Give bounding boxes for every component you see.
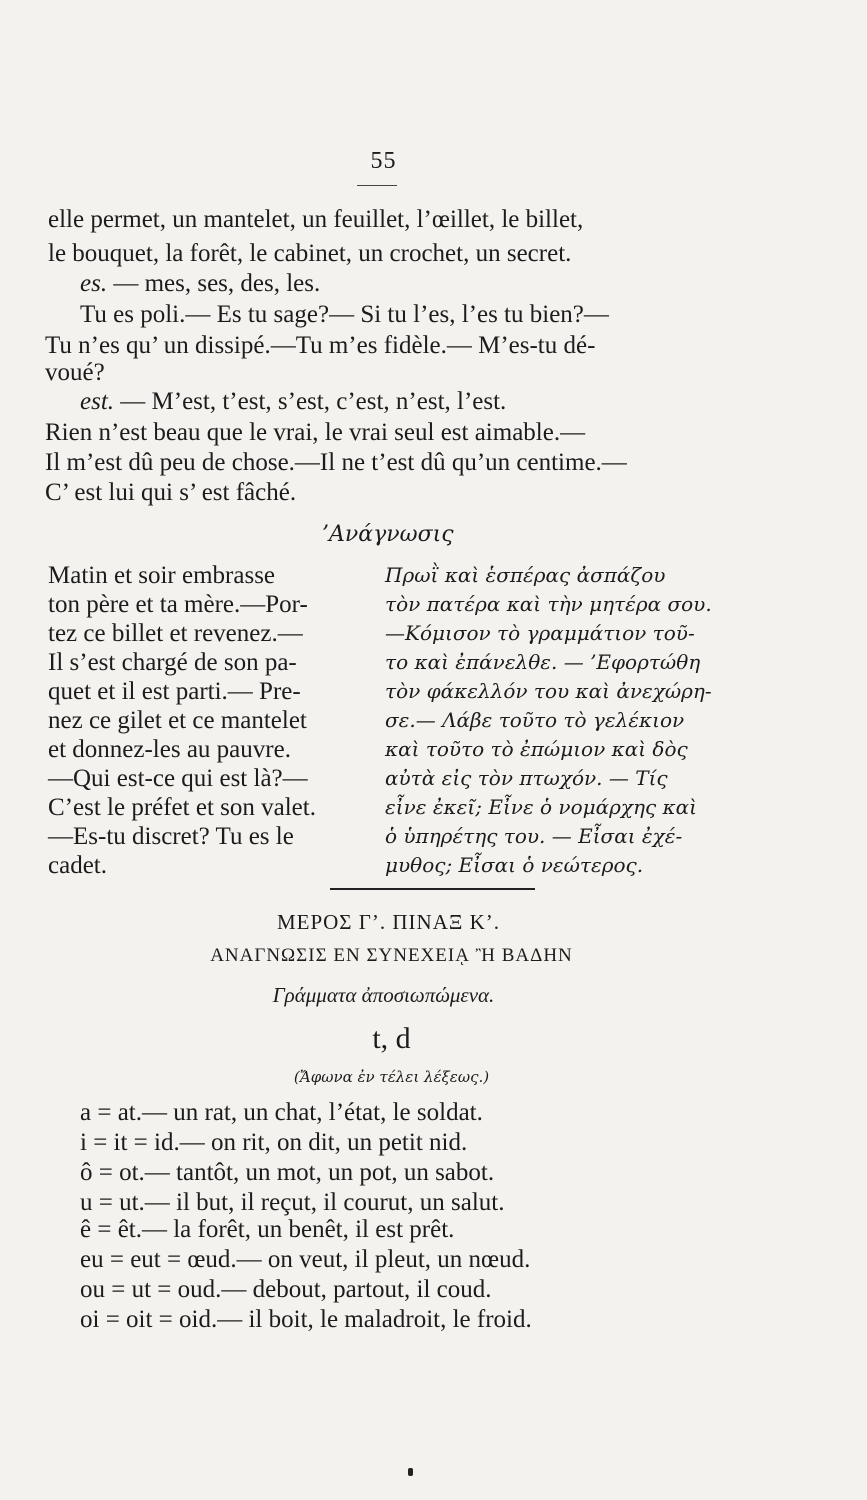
french-line: C’est le préfet et son valet. (48, 794, 316, 821)
silent-letters: t, d (372, 1022, 411, 1055)
example-line: i = it = id.— on rit, on dit, un petit nid. (80, 1129, 468, 1156)
es-words: — mes, ses, des, les. (107, 270, 321, 297)
greek-line: εἶνε ἐκεῖ; Εἶνε ὁ νομάρχης καὶ (385, 795, 698, 819)
example-line: a = at.— un rat, un chat, l’état, le soldat. (80, 1099, 483, 1126)
text-line: le bouquet, la forêt, le cabinet, un crochet, un secret. (48, 240, 572, 267)
french-column (48, 561, 316, 880)
greek-line: μυθος; Εἶσαι ὁ νεώτερος. (385, 853, 644, 877)
text-line: elle permet, un mantelet, un feuillet, l’œillet, le billet, (48, 206, 584, 233)
greek-line: καὶ τοῦτο τὸ ἐπώμιον καὶ δὸς (385, 737, 688, 761)
example-line: eu = eut = œud.— on veut, il pleut, un nœud. (80, 1246, 531, 1273)
section-subheading: ΑΝΑΓΝΩΣΙΣ ΕΝ ΣΥΝΕΧΕΙᾼ Ἢ ΒΑΔΗΝ (210, 945, 573, 966)
section-divider (330, 888, 535, 890)
french-line: tez ce billet et revenez.— (48, 620, 303, 647)
ink-speck (408, 1468, 413, 1476)
example-line: u = ut.— il but, il reçut, il courut, un salut. (80, 1189, 505, 1216)
french-line: nez ce gilet et ce mantelet (48, 707, 307, 734)
letters-note: (Ἄφωνα ἐν τέλει λέξεως.) (293, 1068, 490, 1086)
est-words: — M’est, t’est, s’est, c’est, n’est, l’est. (120, 388, 507, 415)
greek-line: ὁ ὑπηρέτης του. — Εἶσαι ἐχέ- (385, 824, 683, 848)
greek-line: το καὶ ἐπάνελθε. — ’Εφορτώθη (385, 650, 701, 674)
example-line: ê = êt.— la forêt, un benêt, il est prêt. (80, 1216, 455, 1243)
french-line: —Qui est-ce qui est là?— (48, 765, 308, 792)
example-line: oi = oit = oid.— il boit, le maladroit, le froid. (80, 1306, 532, 1333)
greek-line: αὐτὰ εἰς τὸν πτωχόν. — Τίς (385, 766, 668, 790)
section-heading: ΜΕΡΟΣ Γ’. ΠΙΝΑΞ Κ’. (276, 910, 501, 934)
french-line: ton père et ta mère.—Por- (48, 591, 308, 618)
greek-line: τὸν πατέρα καὶ τὴν μητέρα σου. (385, 592, 712, 616)
text-line: Il m’est dû peu de chose.—Il ne t’est dû qu’un centime.— (45, 449, 627, 476)
greek-line: —Κόμισον τὸ γραμμάτιον τοῦ- (385, 621, 695, 645)
french-line: et donnez-les au pauvre. (48, 736, 291, 763)
text-line: Tu es poli.— Es tu sage?— Si tu l’es, l’es tu bien?— (80, 301, 609, 328)
est-label: est. (80, 388, 115, 415)
text-line: Rien n’est beau que le vrai, le vrai seul est aimable.— (45, 419, 586, 446)
french-line: cadet. (48, 852, 107, 879)
reading-title: ’Ανάγνωσις (322, 522, 454, 547)
greek-column (385, 561, 712, 880)
es-line (80, 269, 320, 299)
french-line: Matin et soir embrasse (48, 562, 276, 589)
page-number-ornament (357, 185, 397, 188)
text-line: voué? (45, 359, 105, 386)
est-line (80, 387, 506, 417)
french-line: quet et il est parti.— Pre- (48, 678, 301, 705)
es-label: es. (80, 270, 108, 297)
text-line: Tu n’es qu’ un dissipé.—Tu m’es fidèle.— M’es-tu dé- (45, 332, 596, 359)
text-line: C’ est lui qui s’ est fâché. (45, 479, 297, 506)
example-line: ou = ut = oud.— debout, partout, il coud. (80, 1276, 492, 1303)
french-line: —Es-tu discret? Tu es le (48, 823, 294, 850)
section-italic-title: Γράμματα ἀποσιωπώμενα. (272, 983, 495, 1007)
greek-line: σε.— Λάβε τοῦτο τὸ γελέκιον (385, 708, 685, 732)
page-number: 55 (370, 148, 397, 174)
french-line: Il s’est chargé de son pa- (48, 649, 297, 676)
greek-line: Πρωῒ καὶ ἑσπέρας ἀσπάζου (385, 563, 666, 587)
example-line: ô = ot.— tantôt, un mot, un pot, un sabot. (80, 1159, 495, 1186)
greek-line: τὸν φάκελλόν του καὶ ἀνεχώρη- (385, 679, 712, 703)
